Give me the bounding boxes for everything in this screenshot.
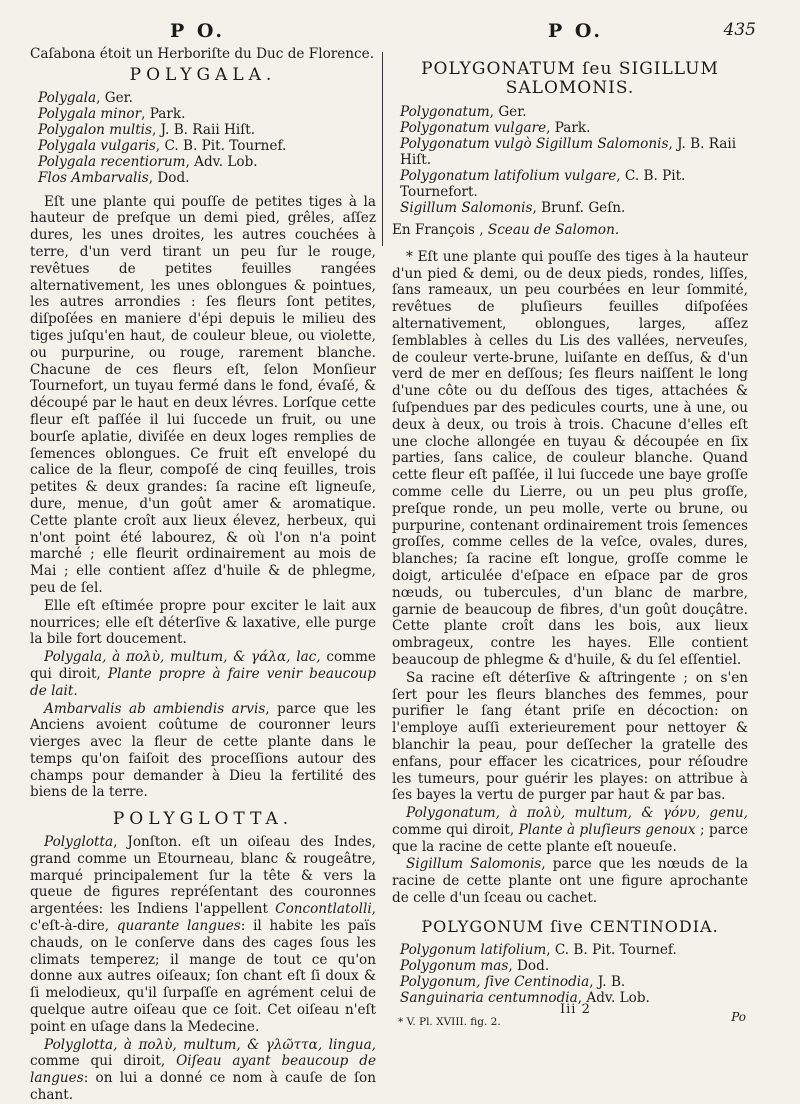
- synonym: Polygonatum latifolium vulgare, C. B. Pit. Tournefort.: [400, 168, 686, 200]
- synonym: Polygala vulgaris, C. B. Pit. Tournef.: [38, 137, 287, 154]
- catchword: Po: [731, 1010, 746, 1024]
- synonym: Polygala recentiorum, Adv. Lob.: [38, 153, 258, 170]
- paragraph: Polyglotta, Jonſton. eſt un oiſeau des Indes, grand comme un Etourneau, blanc & rougeâtre, marqué principalement ſur la tête & vers la queue de figures repréſentant des couronnes argentées: les Indiens l'appellent Concontlatolli, c'eſt-à-dire, quarante langues: il habite les païs chauds, on le conſerve dans des cages ſous les climats temperez; il mange de tout ce qu'on donne aux autres oiſeaux; ſon chant eſt ſi doux & ſi melodieux, qu'il ſurpaſſe en agrément celui de quelque autre oiſeau que ce ſoit. Cet oiſeau n'eſt point en uſage dans la Medecine.: [30, 834, 376, 1035]
- paragraph: Eſt une plante qui pouſſe de petites tiges à la hauteur de preſque un demi pied, grêles, aſſez dures, les unes droites, les autres couchées à terre, d'un verd tirant un peu ſur le rouge, revêtues de petites feuilles rangées alternativement, les unes oblongues & pointues, les autres arrondies : ſes fleurs ſont petites, diſpoſées en maniere d'épi depuis le milieu des tiges juſqu'en haut, de couleur bleue, ou violette, ou purpurine, ou rouge, rarement blanche. Chacune de ces fleurs eſt, ſelon Monſieur Tournefort, un tuyau fermé dans le fond, évaſé, & découpé par le haut en deux lévres. Lorſque cette fleur eſt paſſée il lui ſuccede un fruit, ou une bourſe aplatie, diviſée en deux loges remplies de ſemences oblongues. Ce fruit eſt envelopé du calice de la fleur, compoſé de cinq feuilles, trois petites & deux grandes: ſa racine eſt ligneuſe, dure, menue, d'un goût amer & aromatique. Cette plante croît aux lieux élevez, herbeux, qui n'ont point été labourez, & où l'on n'a point marché ; elle fleurit ordinairement au mois de Mai ; elle contient aſſez d'huile & de phlegme, peu de ſel.: [30, 193, 376, 596]
- synonym: Polygala minor, Park.: [38, 105, 186, 122]
- synonym: Polygonum, ſive Centinodia, J. B.: [400, 973, 626, 990]
- synonym: Polygonatum, Ger.: [400, 104, 527, 120]
- paragraph: Polygonatum, à πολὺ, multum, & γόνυ, genu, comme qui diroit, Plante à pluſieurs genoux ; parce que la racine de cette plante eſt noueuſe.: [392, 805, 748, 855]
- signature-mark: Iii 2: [560, 1002, 591, 1017]
- synonym: Polygonum latifolium, C. B. Pit. Tournef.: [400, 941, 677, 958]
- synonym: Polygalon multis, J. B. Raii Hiſt.: [38, 121, 256, 138]
- french-name: En François , Sceau de Salomon.: [392, 222, 620, 238]
- running-head-left: P O.: [170, 20, 225, 42]
- synonym: Sanguinaria centumnodia, Adv. Lob.: [400, 989, 650, 1006]
- paragraph: Sigillum Salomonis, parce que les nœuds de la racine de cette plante ont une figure aprochante de celle d'un ſceau ou cachet.: [392, 856, 748, 907]
- heading-polyglotta: POLYGLOTTA.: [112, 809, 294, 830]
- heading-polygonatum: POLYGONATUM ſeu SIGILLUM SALOMONIS.: [421, 59, 719, 98]
- synonym: Sigillum Salomonis, Brunf. Geſn.: [400, 200, 626, 216]
- column-divider: [382, 52, 383, 246]
- paragraph: Polygala, à πολὺ, multum, & γάλα, lac, comme qui diroit, Plante propre à faire venir beaucoup de lait.: [30, 649, 377, 699]
- synonym: Polygonum mas, Dod.: [400, 957, 550, 974]
- right-column: [392, 46, 748, 1006]
- heading-polygala: POLYGALA.: [129, 64, 277, 85]
- synonym: Polygonatum vulgò Sigillum Salomonis, J. B. Raii Hiſt.: [400, 136, 737, 168]
- paragraph: Elle eſt eſtimée propre pour exciter le lait aux nourrices; elle eſt déterſive & laxative, elle purge la bile fort doucement.: [30, 597, 376, 648]
- footnote: * V. Pl. XVIII. fig. 2.: [398, 1016, 501, 1028]
- synonym: Polygonatum vulgare, Park.: [400, 120, 591, 136]
- left-column: [30, 46, 376, 1104]
- page-number: 435: [723, 20, 756, 40]
- synonym: Flos Ambarvalis, Dod.: [38, 169, 190, 186]
- paragraph: Ambarvalis ab ambiendis arvis, parce que les Anciens avoient coûtume de couronner leurs vierges avec la fleur de cette plante dans le temps qu'on faiſoit des proceſſions autour des champs pour demander à Dieu la fertilité des biens de la terre.: [30, 700, 376, 801]
- synonym: Polygala, Ger.: [38, 89, 133, 106]
- running-head-right: P O.: [548, 20, 603, 42]
- paragraph: Sa racine eſt déterſive & aſtringente ; on s'en ſert pour les fleurs blanches des femmes, pour purifier le ſang étant priſe en décoction: on l'employe auſſi exterieurement pour nettoyer & blanchir la peau, pour deſſecher la gratelle des enfans, pour effacer les cicatrices, pour réſoudre les tumeurs, pour guérir les playes: on attribue à ſes bayes la vertu de purger par haut & par bas.: [392, 669, 748, 804]
- intro-line: Caſabona étoit un Herboriſte du Duc de Florence.: [30, 46, 375, 62]
- paragraph: * Eſt une plante qui pouſſe des tiges à la hauteur d'un pied & demi, ou de deux pieds, rondes, liſſes, ſans rameaux, un peu courbées en leur ſommité, revêtues de pluſieurs feuilles diſpoſées alternativement, oblongues, larges, aſſez ſemblables à celles du Lis des vallées, nerveuſes, de couleur verte-brune, luiſante en deſſus, & d'un verd de mer en deſſous; ſes fleurs naiſſent le long d'une côte ou du deſſous des tiges, attachées & ſuſpendues par des pedicules courts, une à une, ou deux à deux, ou trois à trois. Chacune d'elles eſt une cloche allongée en tuyau & découpée en ſix parties, ſans calice, de couleur blanche. Quand cette fleur eſt paſſée, il lui ſuccede une baye groſſe comme celle du Lierre, ou un peu plus groſſe, preſque ronde, un peu molle, verte ou brune, ou purpurine, contenant ordinairement trois ſemences groſſes, comme celles de la veſce, ovales, dures, blanches; ſa racine eſt longue, groſſe comme le doigt, articulée d'eſpace en eſpace par de gros nœuds, ou tubercules, d'un blanc de marbre, garnie de beaucoup de fibres, d'un goût douçâtre. Cette plante croît dans les bois, aux lieux ombrageux, contre les hayes. Elle contient beaucoup de phlegme & d'huile, & du ſel eſſentiel.: [392, 248, 748, 668]
- synonyms-polygonatum: [392, 104, 748, 216]
- synonyms-polygonum: [392, 942, 748, 1006]
- synonyms-polygala: [30, 90, 376, 186]
- paragraph: Polyglotta, à πολὺ, multum, & γλῶττα, lingua, comme qui diroit, Oiſeau ayant beaucoup de langues: on lui a donné ce nom à cauſe de ſon chant.: [30, 1036, 376, 1104]
- heading-polygonum: POLYGONUM ſive CENTINODIA.: [421, 916, 719, 936]
